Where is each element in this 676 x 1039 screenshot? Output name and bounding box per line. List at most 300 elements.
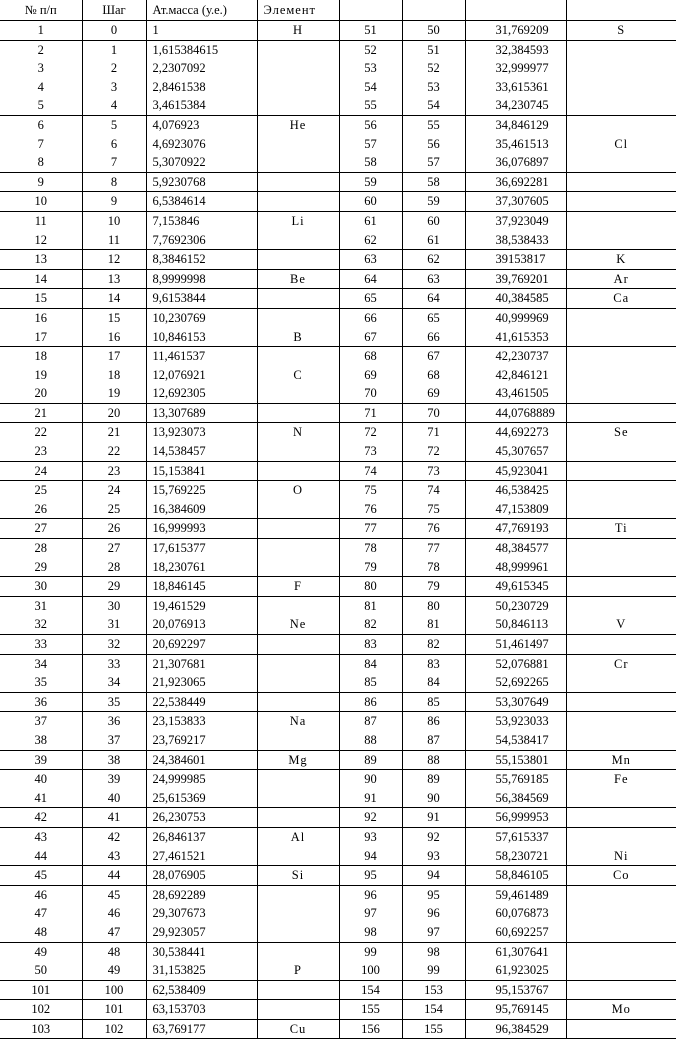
table-row [0,980,676,1000]
cell-element: Al [257,827,339,846]
cell-row-number-2: 83 [339,635,402,655]
cell-step: 38 [82,750,146,770]
cell-element [257,308,339,327]
table-row [0,654,676,673]
cell-row-number-2: 76 [339,500,402,519]
cell-element [257,980,339,1000]
cell-step-2: 155 [402,1019,465,1039]
table-row [0,635,676,655]
cell-step: 21 [82,423,146,442]
cell-row-number-2: 67 [339,328,402,347]
cell-element-2 [566,347,676,366]
cell-step-2: 62 [402,250,465,270]
table-row [0,500,676,519]
cell-atomic-mass-2: 39,769201 [465,269,566,289]
header-cell-element: Элемент [257,0,339,21]
table-row [0,885,676,904]
cell-row-number: 26 [0,500,82,519]
cell-atomic-mass-2: 58,230721 [465,847,566,866]
cell-step-2: 76 [402,519,465,539]
table-row [0,577,676,597]
cell-step-2: 96 [402,904,465,923]
cell-row-number-2: 74 [339,461,402,481]
cell-row-number-2: 95 [339,866,402,886]
cell-step: 30 [82,596,146,615]
cell-step: 9 [82,192,146,212]
cell-element-2: Mo [566,1000,676,1020]
cell-atomic-mass: 31,153825 [146,961,257,980]
cell-element-2 [566,980,676,1000]
cell-row-number-2: 60 [339,192,402,212]
cell-step: 0 [82,21,146,41]
table-row [0,712,676,731]
cell-element-2: Ni [566,847,676,866]
cell-atomic-mass-2: 40,999969 [465,308,566,327]
cell-row-number-2: 88 [339,731,402,750]
cell-element-2 [566,403,676,423]
cell-atomic-mass: 8,3846152 [146,250,257,270]
cell-element [257,289,339,309]
cell-atomic-mass: 10,846153 [146,328,257,347]
cell-atomic-mass: 21,923065 [146,673,257,692]
cell-row-number: 16 [0,308,82,327]
cell-step: 102 [82,1019,146,1039]
cell-atomic-mass-2: 31,769209 [465,21,566,41]
cell-row-number-2: 51 [339,21,402,41]
cell-element [257,673,339,692]
cell-row-number: 44 [0,847,82,866]
header-cell-step-2 [402,0,465,21]
cell-step: 48 [82,942,146,961]
cell-row-number: 24 [0,461,82,481]
cell-step-2: 68 [402,366,465,385]
cell-element: Li [257,211,339,230]
cell-atomic-mass: 16,384609 [146,500,257,519]
cell-element [257,654,339,673]
cell-row-number-2: 92 [339,808,402,828]
cell-row-number: 20 [0,384,82,403]
cell-row-number-2: 156 [339,1019,402,1039]
cell-step: 101 [82,1000,146,1020]
cell-atomic-mass-2: 45,923041 [465,461,566,481]
cell-atomic-mass: 6,5384614 [146,192,257,212]
cell-step-2: 66 [402,328,465,347]
cell-element-2 [566,481,676,500]
cell-element: B [257,328,339,347]
cell-atomic-mass-2: 49,615345 [465,577,566,597]
cell-row-number-2: 90 [339,770,402,789]
cell-step-2: 52 [402,59,465,78]
cell-step-2: 72 [402,442,465,461]
table-row [0,750,676,770]
cell-element-2 [566,673,676,692]
table-body [0,21,676,1039]
table-row [0,40,676,59]
cell-atomic-mass: 11,461537 [146,347,257,366]
cell-element-2 [566,558,676,577]
cell-row-number: 30 [0,577,82,597]
cell-row-number-2: 57 [339,135,402,154]
table-row [0,423,676,442]
cell-row-number: 37 [0,712,82,731]
cell-atomic-mass: 18,846145 [146,577,257,597]
cell-row-number-2: 81 [339,596,402,615]
cell-atomic-mass: 29,307673 [146,904,257,923]
cell-step: 39 [82,770,146,789]
cell-element-2 [566,1019,676,1039]
cell-element: Be [257,269,339,289]
cell-element: H [257,21,339,41]
cell-row-number-2: 56 [339,115,402,134]
cell-row-number: 31 [0,596,82,615]
cell-atomic-mass: 29,923057 [146,923,257,942]
cell-element [257,153,339,172]
cell-step: 12 [82,250,146,270]
cell-step-2: 92 [402,827,465,846]
cell-atomic-mass: 24,999985 [146,770,257,789]
cell-element-2 [566,885,676,904]
cell-element-2 [566,384,676,403]
cell-row-number: 13 [0,250,82,270]
cell-atomic-mass-2: 48,384577 [465,539,566,558]
cell-element-2 [566,923,676,942]
cell-row-number: 5 [0,96,82,115]
cell-atomic-mass-2: 95,153767 [465,980,566,1000]
cell-element [257,789,339,808]
cell-row-number: 45 [0,866,82,886]
cell-atomic-mass: 63,153703 [146,1000,257,1020]
table-row [0,539,676,558]
cell-row-number: 103 [0,1019,82,1039]
cell-atomic-mass: 26,230753 [146,808,257,828]
cell-step: 31 [82,615,146,634]
cell-step: 19 [82,384,146,403]
cell-atomic-mass-2: 55,153801 [465,750,566,770]
cell-step-2: 73 [402,461,465,481]
cell-step-2: 70 [402,403,465,423]
table-row [0,21,676,41]
cell-atomic-mass-2: 54,538417 [465,731,566,750]
cell-row-number-2: 96 [339,885,402,904]
cell-atomic-mass-2: 33,615361 [465,78,566,97]
cell-element-2 [566,500,676,519]
cell-element [257,231,339,250]
cell-atomic-mass-2: 56,384569 [465,789,566,808]
cell-step: 15 [82,308,146,327]
cell-element-2 [566,366,676,385]
cell-step-2: 65 [402,308,465,327]
cell-row-number-2: 61 [339,211,402,230]
cell-step-2: 154 [402,1000,465,1020]
cell-step: 22 [82,442,146,461]
cell-atomic-mass: 10,230769 [146,308,257,327]
table-row [0,519,676,539]
cell-element [257,347,339,366]
cell-atomic-mass-2: 36,076897 [465,153,566,172]
cell-atomic-mass-2: 61,307641 [465,942,566,961]
cell-atomic-mass-2: 41,615353 [465,328,566,347]
cell-element [257,731,339,750]
cell-atomic-mass-2: 56,999953 [465,808,566,828]
cell-atomic-mass-2: 39153817 [465,250,566,270]
cell-atomic-mass-2: 45,307657 [465,442,566,461]
cell-element: N [257,423,339,442]
cell-element [257,539,339,558]
cell-element: Cu [257,1019,339,1039]
cell-step: 24 [82,481,146,500]
cell-element-2 [566,153,676,172]
cell-row-number-2: 64 [339,269,402,289]
cell-element [257,135,339,154]
cell-element-2: Cl [614,136,629,151]
cell-step-2: 85 [402,692,465,712]
cell-element-2 [566,308,676,327]
cell-atomic-mass: 20,692297 [146,635,257,655]
cell-step: 27 [82,539,146,558]
cell-element-2 [566,731,676,750]
cell-element: C [257,366,339,385]
header-cell-atomic-mass-2 [465,0,566,21]
cell-row-number: 25 [0,481,82,500]
cell-atomic-mass: 16,999993 [146,519,257,539]
cell-step: 34 [82,673,146,692]
cell-row-number-2: 89 [339,750,402,770]
table-row [0,59,676,78]
cell-row-number: 35 [0,673,82,692]
cell-element [257,403,339,423]
header-cell-atomic-mass: Ат.масса (у.е.) [146,0,257,21]
cell-row-number-2: 85 [339,673,402,692]
cell-atomic-mass: 15,153841 [146,461,257,481]
cell-atomic-mass: 22,538449 [146,692,257,712]
cell-row-number: 43 [0,827,82,846]
cell-step-2: 83 [402,654,465,673]
cell-atomic-mass: 2,8461538 [146,78,257,97]
cell-row-number-2: 99 [339,942,402,961]
cell-step-2: 75 [402,500,465,519]
cell-row-number: 38 [0,731,82,750]
cell-row-number-2: 87 [339,712,402,731]
cell-atomic-mass-2: 44,0768889 [465,403,566,423]
cell-atomic-mass-2: 37,307605 [465,192,566,212]
cell-element-2: K [566,250,676,270]
cell-step-2: 93 [402,847,465,866]
cell-step: 25 [82,500,146,519]
cell-element-2 [566,78,676,97]
table-row [0,961,676,980]
cell-row-number: 7 [0,135,82,154]
cell-step-2: 71 [402,423,465,442]
cell-element-2: Ca [566,289,676,309]
table-row [0,308,676,327]
table-row [0,289,676,309]
cell-row-number: 29 [0,558,82,577]
cell-atomic-mass: 5,3070922 [146,153,257,172]
cell-row-number: 48 [0,923,82,942]
cell-row-number: 40 [0,770,82,789]
cell-atomic-mass: 1 [146,21,257,41]
cell-step: 14 [82,289,146,309]
cell-row-number: 34 [0,654,82,673]
cell-step-2: 74 [402,481,465,500]
cell-element [257,384,339,403]
cell-step-2: 82 [402,635,465,655]
cell-row-number: 10 [0,192,82,212]
cell-element [257,770,339,789]
cell-step-2: 95 [402,885,465,904]
cell-step-2: 59 [402,192,465,212]
cell-row-number: 18 [0,347,82,366]
cell-element-2 [566,596,676,615]
cell-row-number-2: 59 [339,172,402,192]
cell-step-2: 51 [402,40,465,59]
table-row [0,596,676,615]
table-row [0,403,676,423]
cell-row-number: 28 [0,539,82,558]
cell-element-2 [566,192,676,212]
table-row [0,250,676,270]
table-row [0,731,676,750]
cell-step-2: 54 [402,96,465,115]
cell-step-2: 153 [402,980,465,1000]
table-row [0,192,676,212]
cell-step: 43 [82,847,146,866]
cell-step: 1 [82,40,146,59]
cell-element: Na [257,712,339,731]
cell-row-number-2: 97 [339,904,402,923]
table-row [0,231,676,250]
table-row [0,384,676,403]
cell-step-2: 77 [402,539,465,558]
cell-element-2 [566,96,676,115]
cell-row-number-2: 79 [339,558,402,577]
cell-step-2: 97 [402,923,465,942]
cell-element-2: Ar [566,269,676,289]
cell-element [257,500,339,519]
cell-atomic-mass-2: 50,846113 [465,615,566,634]
cell-step-2: 81 [402,615,465,634]
cell-atomic-mass: 19,461529 [146,596,257,615]
cell-step: 17 [82,347,146,366]
cell-step: 36 [82,712,146,731]
cell-step-2: 89 [402,770,465,789]
cell-row-number: 19 [0,366,82,385]
cell-row-number-2: 70 [339,384,402,403]
cell-element [257,923,339,942]
cell-step: 11 [82,231,146,250]
table-row [0,78,676,97]
cell-row-number-2: 86 [339,692,402,712]
cell-step: 18 [82,366,146,385]
table-row [0,96,676,115]
cell-row-number-2: 75 [339,481,402,500]
table-row [0,115,676,134]
cell-element [257,885,339,904]
cell-row-number: 15 [0,289,82,309]
cell-element [257,808,339,828]
cell-element-2 [566,961,676,980]
cell-step-2: 60 [402,211,465,230]
cell-row-number-2: 93 [339,827,402,846]
cell-row-number: 22 [0,423,82,442]
cell-atomic-mass-2: 61,923025 [465,961,566,980]
cell-row-number: 2 [0,40,82,59]
cell-atomic-mass: 23,769217 [146,731,257,750]
header-cell-number-2 [339,0,402,21]
cell-atomic-mass-2: 51,461497 [465,635,566,655]
header-cell-number: № п/п [0,0,82,21]
cell-atomic-mass: 12,692305 [146,384,257,403]
cell-atomic-mass: 4,6923076 [146,135,257,154]
cell-row-number-2: 68 [339,347,402,366]
cell-row-number-2: 58 [339,153,402,172]
cell-step: 41 [82,808,146,828]
cell-row-number: 102 [0,1000,82,1020]
cell-step: 32 [82,635,146,655]
cell-element [257,96,339,115]
cell-step-2: 90 [402,789,465,808]
cell-step: 7 [82,153,146,172]
cell-row-number-2: 94 [339,847,402,866]
cell-row-number: 49 [0,942,82,961]
cell-row-number: 39 [0,750,82,770]
cell-element-2 [566,692,676,712]
cell-atomic-mass: 24,384601 [146,750,257,770]
cell-row-number-2: 69 [339,366,402,385]
cell-atomic-mass: 13,923073 [146,423,257,442]
table-row [0,172,676,192]
cell-atomic-mass-2: 50,230729 [465,596,566,615]
table-row [0,808,676,828]
cell-atomic-mass: 7,7692306 [146,231,257,250]
cell-element [257,461,339,481]
cell-row-number-2: 62 [339,231,402,250]
cell-atomic-mass-2: 59,461489 [465,885,566,904]
cell-element [257,635,339,655]
cell-atomic-mass: 18,230761 [146,558,257,577]
cell-step-2: 67 [402,347,465,366]
cell-step-2: 78 [402,558,465,577]
cell-row-number: 42 [0,808,82,828]
table-row [0,461,676,481]
cell-element-2 [566,789,676,808]
cell-row-number-2: 91 [339,789,402,808]
cell-atomic-mass: 13,307689 [146,403,257,423]
cell-atomic-mass-2: 96,384529 [465,1019,566,1039]
cell-row-number: 101 [0,980,82,1000]
cell-row-number: 4 [0,78,82,97]
table-row [0,153,676,172]
cell-atomic-mass-2: 48,999961 [465,558,566,577]
header-cell-step: Шаг [82,0,146,21]
table-row [0,481,676,500]
cell-atomic-mass: 20,076913 [146,615,257,634]
cell-element-2 [566,577,676,597]
cell-row-number-2: 66 [339,308,402,327]
table-row [0,558,676,577]
cell-step-2: 98 [402,942,465,961]
cell-atomic-mass-2: 95,769145 [465,1000,566,1020]
cell-row-number-2: 54 [339,78,402,97]
cell-row-number: 11 [0,211,82,230]
cell-atomic-mass: 5,9230768 [146,172,257,192]
cell-row-number: 8 [0,153,82,172]
cell-element [257,59,339,78]
cell-element [257,78,339,97]
cell-row-number-2: 84 [339,654,402,673]
cell-row-number-2: 154 [339,980,402,1000]
table-row [0,827,676,846]
